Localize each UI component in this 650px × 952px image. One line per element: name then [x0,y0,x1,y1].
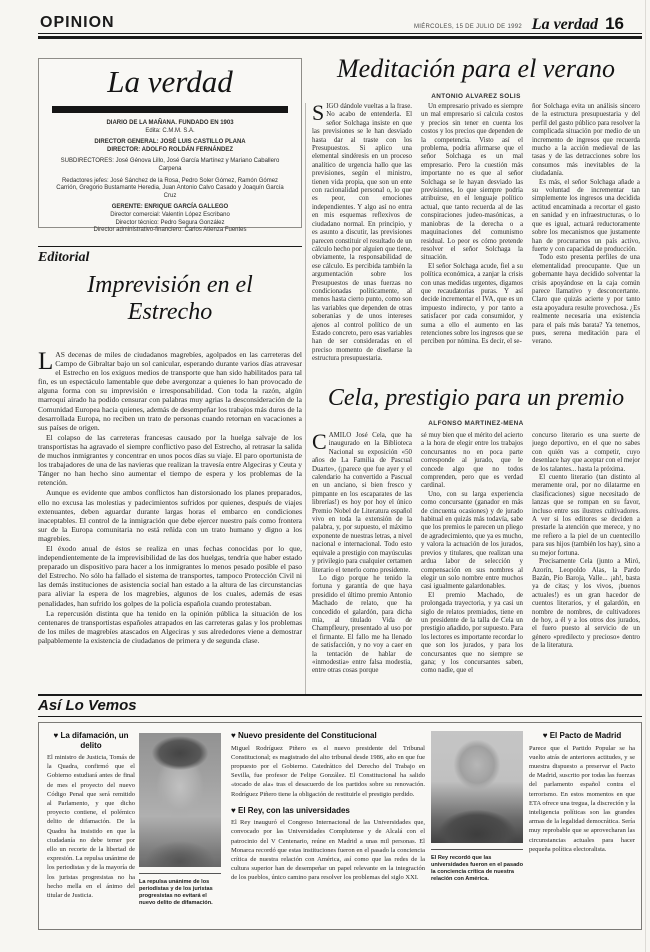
editorial-paragraph: Aunque es evidente que ambos conflictos han distorsionado los planes preparados, ello no excusa las molestias y padecimientos sufridos por quienes, después de viajes extenuantes, deben aguardar durante largas horas el embarco en condiciones inaceptables. El control de la inmigración que debe ejercer nuestro país como frontera sur de la Europa comunitaria no está reñida con un trato humano y digno a los magrebíes. [38,488,302,543]
photo-caption-rey: El Rey recordó que las universidades fueron en el pasado la conciencia crítica de nuestra relación con América. [431,855,524,882]
editorial-headline: Imprevisión en el Estrecho [87,272,253,325]
header-rule-thick [38,36,642,39]
masthead-box [38,58,302,234]
heart-bullet-icon: ♥ [231,731,236,740]
masthead-comercial: Director comercial: Valentín López Escribano [110,211,230,218]
asi-item-constitucional [231,731,425,921]
asi-item-pacto [529,731,635,921]
photo-difamacion [139,733,221,867]
asi-item-difamacion [47,731,135,921]
editorial-paragraph: El éxodo anual de éstos se realiza en unas fechas conocidas por lo que, independientemente de la imprevisibilidad de las dos huelgas, tendría que haber estado preparado un dispositivo para hacer a los inmigrantes lo menos pesado posible el paso del Estrecho. No sólo ha fallado el sistema de transportes, tampoco Protección Civil ni las demás instituciones de asistencia social han estado a la altura de las circunstancias para aliviar la espera de los magrebíes, algunos de los cuales, además de esas penalidades, han sufrido los golpes de la policía española cuando protestaban. [38,543,302,608]
meditacion-headline: Meditación para el verano [337,54,615,83]
article-paragraph: sé muy bien que el mérito del acierto a la hora de elegir entre los trabajos concursantes no en poca parte corresponde al jurado, que le concede algo que no todos comprenden, pero que es verdad cardinal. [421,432,523,490]
editorial-paragraph: El colapso de las carreteras francesas causado por la huelga salvaje de los transportistas ha agravado el siempre conflictivo paso del Estrecho, al retrasar la salida de muchos inmigrantes y concentrar en unos pocos días su viaje. El paro oportunista de los trabajadores de una de las navieras que realizan la travesía entre Algeciras y Ceuta y Tánger no han hecho sino aumentar el tiempo de espera y los problemas de la retención. [38,432,302,488]
article-paragraph: Lo digo porque he tenido la fortuna y garantía de que haya presidido el último premio Antonio Machado de relato, que ha concedido el galardón, para dicha mía, al titulado Vida de Champfleury, presentado al uso por el firmante. El fallo me ha llenado de satisfacción, y no voy a caer en la tentación de hablar de «inmodestia» entre falsa modestia, entre otras cosas porque [312,574,412,675]
paper-logo: La verdad [531,16,598,33]
asi-item-body: El Rey inauguró el Congreso Internacional de las Universidades que, convocado por las Universidades Complutense y de Alcalá con el patrocinio del V Centenario, reúne en Madrid a unas mil personas. El Monarca recordó que estas instituciones fueron en el pasado la conciencia crítica de nuestra relación con América, así como que las redes de la cultura superior han de desempeñar un papel relevante en la integración de los pueblos, único camino para resolver los problemas del siglo XXI. [231,819,425,882]
editorial-label: Editorial [38,250,90,265]
cela-dropcap: C [312,432,327,454]
masthead-title: La verdad [107,64,233,99]
cela-col-1 [312,432,412,694]
asi-item-body: Miguel Rodríguez Piñero es el nuevo presidente del Tribunal Constitucional; es magistrado del alto tribunal desde 1986, año en que fue propuesto por el Gobierno. Catedrático del Derecho del Trabajo en Sevilla, fue profesor de Felipe González. El Constitucional ha salido «tocado de ala» tras el desacuerdo de los partidos sobre su renovación. Rodríguez Piñero tiene la obligación de restituirle el prestigio perdido. [231,744,425,798]
cela-byline: ALFONSO MARTINEZ-MENA [428,420,524,427]
cela-col-3 [532,432,640,694]
meditacion-dropcap: S [312,103,325,125]
article-paragraph: ñor Solchaga evita un análisis sincero de la estructura presupuestaria y del perfil del gasto público para resolver la complicada situación por medio de un incremento de ingresos que recuerda mucho a la acción medieval de las tasas y de las detracciones sobre los consumos más inevitables de la ciudadanía. [532,103,640,178]
asi-item-body: El ministro de Justicia, Tomás de la Quadra, confirmó que el Gobierno estudiará antes de final de mes el proyecto del nuevo Código Penal que será remitido al Parlamento, y que dicho proyecto contiene, el polémico delito de difamación. De la Quadra ha insistido en que la ciudadanía no debe temer por ello un recorte de la libertad de expresión. La repulsa unánime de los periodistas y de la mayoría de los juristas progresistas no ha hecho mella en el ánimo del titular de Justicia. [47,754,135,900]
asi-item-title: Nuevo presidente del Constitucional [237,731,377,740]
masthead-gerente: GERENTE: ENRIQUE GARCÍA GALLEGO [111,204,229,211]
asi-item-title: El Rey, con las universidades [237,805,350,815]
masthead-edita: Edita: C.M.M. S.A. [145,127,195,134]
asi-rule-top [38,694,642,696]
caption-rule [139,873,221,874]
section-label: OPINION [40,14,115,31]
masthead-subdirectores: SUBDIRECTORES: José Génova Lillo, José García Martínez y Mariano Caballero Carpena [60,158,280,172]
article-paragraph: AMILO José Cela, que ha inaugurado en la Biblioteca Nacional su exposición «50 años de La Familia de Pascual Duarte», (¡parece que fue ayer y el calendario ha convertido a Pascual en un anciano, si bien fresco y pimpante en los escaparates de las librerías!) es hoy por hoy el único Premio Nobel de Literatura español vivo en toda la extensión de la palabra, y, por supuesto, el máximo exponente de nuestras letras, a nivel nacional e internacional. Todo esto equivale a prestigio con mayúsculas y privilegio para cualquier certamen literario el tenerlo como presidente. [312,432,412,574]
asi-item-body: Parece que el Partido Popular se ha vuelto atrás de anteriores actitudes, y se muestra dispuesto a preservar el Pacto de Madrid, suscrito por todas las fuerzas del parlamento español contra el terrorismo. En estos momentos en que ETA ofrece una tregua, la discreción y la inteligencia políticas son las grandes armas de la legalidad democrática. Sería muy reprobable que se aprovecharan las circunstancias actuales para hacer pequeña política electoralista. [529,744,635,853]
masthead-founded: DIARIO DE LA MAÑANA. FUNDADO EN 1903 [106,120,234,126]
cela-headline: Cela, prestigio para un premio [327,385,625,411]
asi-item-title: El Pacto de Madrid [549,731,622,740]
heart-bullet-icon: ♥ [53,731,59,740]
article-paragraph: Precisamente Cela (junto a Miró, Azorín, Leopoldo Alas, la Pardo Bazán, Pío Baroja, Valle... ¡ah!, basta ya de citas; y los vivos, ¡buenos actuales!) es un gran hacedor de cuentos literarios, y el galardón, en nombre de nombres, de cultivadores de hoy, a él y a los otros dos jurados, el fuero puesto al servicio de un género «predilecto y precioso» dentro de la literatura. [532,558,640,650]
meditacion-col-1 [312,103,412,384]
caption-rule [431,849,523,850]
page-edge [645,0,646,952]
header-rule-thin [38,33,642,34]
editorial-body [38,350,302,658]
masthead-tecnico: Director técnico: Pedro Segura González [115,219,225,226]
heart-bullet-icon: ♥ [542,731,548,740]
article-paragraph: Uno, con su larga experiencia como concursante (ganador en más de cincuenta ocasiones) y de jurado habitual en quizás más todavía, sabe que los premios le parecen un pliego de agradecimiento, que ya es mucho, y valora la actuación de los jurados, previos y titulares, que realizan una ardua labor de selección y compensación en sus nombres al elegir un solo nombre entre muchos casi igualmente galardonables. [421,490,523,591]
asi-header: Así Lo Vemos [38,697,137,714]
article-paragraph: El cuento literario (tan distinto al meramente oral, por no dilatarme en clasificaciones) sigue necesitado de lanzas que se rompan en su favor, incluso entre sus ilustres cultivadores. A ver si los editores se deciden a prestarle la atención que merece, y no me refiero a la piel de un cuentecillo para sus hijos (también los hay), sino a su mejor fortuna. [532,474,640,557]
meditacion-col-3 [532,103,640,384]
masthead-admin: Director administrativo-financiero: Carlos Atienza Fuentes [93,227,247,234]
article-paragraph: Un empresario privado es siempre un mal empresario si calcula costos y precios sin tener en cuenta los costos y los precios que dependen de la competencia. Visto así el problema, podría afirmarse que el señor Solchaga es un mal empresario. Pero la cuestión más importante no es que al señor Solchaga se le hayan desviado las previsiones, lo que siempre podría atribuirse, en el lenguaje político actual, que tanto recuerda al de las conspiraciones judeo-masónicas, a maniobras de la derecha o a maquinaciones del comunismo residual. Lo peor es cómo pretende resolver el señor Solchaga la situación. [421,103,523,262]
article-paragraph: concurso literario es una suerte de juego deportivo, en el que no sabes con quién vas a competir, cuyo desenlace hay que aceptar con el mejor de los talantes... hasta la próxima. [532,432,640,473]
article-paragraph: Es más, el señor Solchaga añade a su voluntad de incrementar tan simplemente los ingresos una decidida actitud encaminada a recortar el gasto en sanidad y en infraestructuras, o lo que es igual, actuará reductoramente sobre los mecanismos que justamente han de procurarnos un país activo, fuerte y con capacidad de producción. [532,178,640,253]
masthead-director: DIRECTOR: ADOLFO ROLDÁN FERNÁNDEZ [107,146,233,153]
editorial-dropcap: L [38,350,54,375]
cela-col-2 [421,432,523,694]
meditacion-col-2 [421,103,523,384]
masthead-bar [52,106,288,113]
column-rule [305,103,306,695]
asi-rule-bottom [38,716,642,717]
page-number: 16 [605,14,624,33]
article-paragraph: El premio Machado, de prolongada trayectoria, y ya casi un siglo de relatos premiados, tiene en un presidente de la talla de Cela un prestigio añadido, por supuesto. Para los lectores es importante recordar lo que son los jurados, y para los concursantes que no siempre se gana; y los concursantes saben, como nadie, que el [421,591,523,675]
photo-rey [431,731,523,843]
heart-bullet-icon: ♥ [231,805,236,815]
meditacion-byline: ANTONIO ALVAREZ SOLIS [431,93,521,100]
asi-item-title: La difamación, un delito [60,731,129,750]
editorial-rule [38,246,302,247]
article-paragraph: IGO dándole vueltas a la frase. No acabo de entenderla. El señor Solchaga insiste en que las previsiones se le han desviado hasta dar al traste con los Presupuestos. Si aplico una elemental sindéresis en un proceso analítico de urgencia hallo que las previsiones, según el ministro, tienen vida propia, que son un ente con racionalidad personal o, lo que es peor, con emociones independientes. Y algo así no entra en mis esquemas reflexivos de ciudadano normal. En principio, y es asunto a discutir, las previsiones parecen constituir el resultado de un cálculo hecho por alguien que tiene, obviamente, la responsabilidad de ese cálculo. Es percibida también la argumentación sobre los Presupuestos de unas fuerzas no condicionadas políticamente, al menos hasta cierto punto, como son las variables que dependen de otras soberanías y de unos intereses ajenos al control político de un Estado concreto, pero esas variables han de ser consideradas en el preciso momento de diseñarse la estructura presupuestaria. [312,103,412,363]
editorial-paragraph: AS decenas de miles de ciudadanos magrebíes, agolpados en las carreteras del Campo de Gibraltar bajo un sol canicular, esperando durante varios días atravesar el Estrecho en los exiguos medios de transporte que han sido habilitados para tal fin, es un espectáculo lamentable que debe avergonzar a quienes lo han provocado de alguna forma con su imprevisión e irresponsabilidad. Con toda la razón, algún marroquí airado ha podido censurar con palabras muy agrias la desconsideración de la Comunidad Europea hacia quienes, además de desempeñar los trabajos más duros de la desarrollada Europa, no reciben un trato de personas cuando retornan en vacaciones a sus países de origen. [38,350,302,432]
photo-caption-difamacion: La repulsa unánime de los periodistas y de los juristas progresistas no evitará el nuevo delito de difamación. [139,879,213,906]
article-paragraph: Todo esto presenta perfiles de una elementalidad preocupante. Que un gobernante haya decidido solventar la crisis apoyándose en la caja común parece llamativo y desconcertante. Claro que quizás acierte y por tanto esta apoyadura resulte provechosa. ¿Es realmente necesaria una existencia para el país más barata? Ya tenemos, pues, serena meditación para el verano. [532,254,640,346]
masthead-director-general: DIRECTOR GENERAL: JOSÉ LUIS CASTILLO PLANA [94,139,246,146]
asi-box [38,722,642,930]
edition-date: MIÉRCOLES, 15 DE JULIO DE 1992 [413,24,522,30]
editorial-paragraph: La repercusión distinta que ha tenido en la opinión pública la situación de los centenares de transportistas españoles atrapados en las carreteras galas y los problemas de los miles de magrebíes atascados en Algeciras y sus alrededores viene a demostrar palpablemente la existencia de ciudadanos de primera y de segunda clase. [38,608,302,645]
masthead-redactores: Redactores jefes: José Sánchez de la Rosa, Pedro Soler Gómez, Ramón Gómez Carrión, Gregorio Bustamante Heredia, Juan Antonio Calvo Casado y Joaquín García Cruz [56,177,284,199]
article-paragraph: El señor Solchaga acude, fiel a su política económica, a zanjar la crisis con unas medidas urgentes, digamos que recaudatorias puras. Y así decide incrementar el IVA, que es un impuesto indirecto, y por tanto a satisfacer por cada consumidor, y suma a ello el aumento en las retenciones sobre los ingresos que se perciben por nómina. Es decir, el se- [421,262,523,346]
